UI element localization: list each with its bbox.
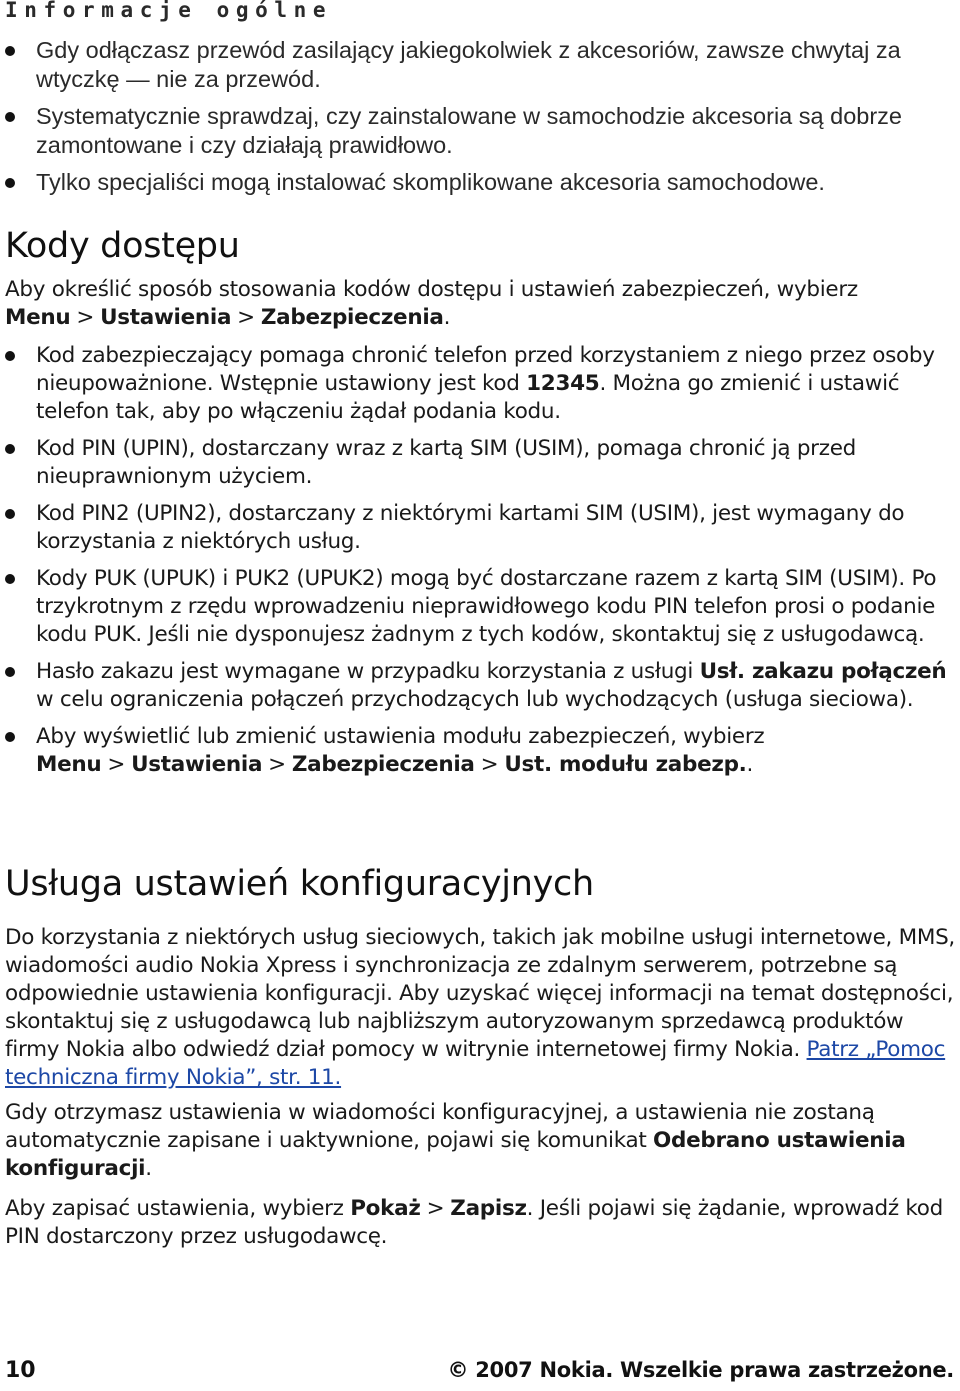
access-codes-intro: Aby określić sposób stosowania kodów dostępu i ustawień zabezpieczeń, wybierz Menu > Ustawienia > Zabezpieczenia. — [5, 277, 858, 330]
list-item: Systematycznie sprawdzaj, czy zainstalowane w samochodzie akcesoria są dobrze zamontowane i czy działają prawidłowo. — [0, 102, 955, 160]
path-separator: > — [76, 305, 95, 330]
paragraph-text: Aby zapisać ustawienia, wybierz — [5, 1196, 344, 1221]
list-item: Gdy odłączasz przewód zasilający jakiegokolwiek z akcesoriów, zawsze chwytaj za wtyczkę — nie za przewód. — [0, 36, 955, 94]
path-separator: > — [480, 752, 499, 777]
list-item: Kod PIN2 (UPIN2), dostarczany z niektórymi kartami SIM (USIM), jest wymagany do korzystania z niektórych usług. — [0, 500, 958, 556]
list-item — [0, 342, 958, 426]
menu-path-item: Menu — [5, 305, 71, 330]
copyright: © 2007 Nokia. Wszelkie prawa zastrzeżone. — [447, 1358, 954, 1382]
menu-path-item: Ust. modułu zabezp. — [504, 752, 747, 777]
page-number: 10 — [5, 1358, 36, 1383]
service-name: Usł. zakazu połączeń — [699, 659, 947, 684]
default-code: 12345 — [526, 371, 600, 396]
path-separator: > — [426, 1196, 445, 1221]
config-message: Odebrano ustawienia konfiguracji — [5, 1128, 906, 1181]
config-paragraph-1 — [5, 924, 955, 1092]
menu-path-item: Ustawienia — [131, 752, 263, 777]
list-item: Kody PUK (UPUK) i PUK2 (UPUK2) mogą być dostarczane razem z kartą SIM (USIM). Po trzykrotnym z rzędu wprowadzeniu nieprawidłowego kodu PIN telefon prosi o podanie kodu PUK. Jeśli nie dysponujesz żadnym z tych kodów, skontaktuj się z usługodawcą. — [0, 565, 958, 649]
intro-text: Aby określić sposób stosowania kodów dostępu i ustawień zabezpieczeń, wybierz — [5, 277, 858, 302]
path-separator: > — [107, 752, 126, 777]
section-heading-access-codes: Kody dostępu — [5, 226, 240, 266]
general-info-list — [0, 36, 955, 205]
bullet-text: Aby wyświetlić lub zmienić ustawienia modułu zabezpieczeń, wybierz — [36, 724, 765, 749]
menu-path-item: Zabezpieczenia — [260, 305, 444, 330]
list-item: Tylko specjaliści mogą instalować skomplikowane akcesoria samochodowe. — [0, 168, 955, 197]
help-link[interactable]: Patrz „Pomoc techniczna firmy Nokia”, str. 11. — [5, 1037, 946, 1090]
bullet-text: . Można go zmienić i ustawić telefon tak, aby po włączeniu żądał podania kodu. — [36, 371, 900, 424]
path-separator: > — [237, 305, 255, 330]
config-paragraph-3 — [5, 1195, 955, 1251]
section-heading-config-service: Usługa ustawień konfiguracyjnych — [5, 864, 594, 904]
bullet-text: Hasło zakazu jest wymagane w przypadku korzystania z usługi — [36, 659, 700, 684]
bullet-text: Kod zabezpieczający pomaga chronić telefon przed korzystaniem z niego przez osoby nieupoważnione. Wstępnie ustawiony jest kod — [36, 343, 935, 396]
config-paragraph-2: Gdy otrzymasz ustawienia w wiadomości konfiguracyjnej, a ustawienia nie zostaną automatycznie zapisane i uaktywnione, pojawi się komunikat Odebrano ustawienia konfiguracji. — [5, 1100, 906, 1181]
list-item: Aby wyświetlić lub zmienić ustawienia modułu zabezpieczeń, wybierz Menu > Ustawienia > Zabezpieczenia > Ust. modułu zabezp.. — [0, 723, 958, 779]
menu-path-item: Ustawienia — [100, 305, 232, 330]
paragraph-text: . Jeśli pojawi się żądanie, wprowadź kod PIN dostarczony przez usługodawcę. — [5, 1196, 944, 1249]
list-item: Kod PIN (UPIN), dostarczany wraz z kartą SIM (USIM), pomaga chronić ją przed nieuprawnionym użyciem. — [0, 435, 958, 491]
bullet-text: w celu ograniczenia połączeń przychodzących lub wychodzących (usługa sieciowa). — [36, 687, 914, 712]
paragraph-text: Do korzystania z niektórych usług sieciowych, takich jak mobilne usługi internetowe, MMS, wiadomości audio Nokia Xpress i synchronizacja ze zdalnym serwerem, potrzebne są odpowiednie ustawienia konfiguracji. Aby uzyskać więcej informacji na temat dostępności, skontaktuj się z usługodawcą lub najbliższym autoryzowanym sprzedawcą produktów firmy Nokia albo odwiedź dział pomocy w witrynie internetowej firmy Nokia. — [5, 925, 955, 1062]
menu-path-item: Menu — [36, 752, 102, 777]
list-item — [0, 658, 958, 714]
running-head: Informacje ogólne — [5, 0, 333, 22]
option-show: Pokaż — [350, 1196, 421, 1221]
path-separator: > — [268, 752, 286, 777]
option-save: Zapisz — [450, 1196, 527, 1221]
paragraph-text: Gdy otrzymasz ustawienia w wiadomości konfiguracyjnej, a ustawienia nie zostaną automatycznie zapisane i uaktywnione, pojawi się komunikat — [5, 1100, 875, 1153]
access-codes-list — [0, 342, 958, 788]
menu-path-item: Zabezpieczenia — [291, 752, 475, 777]
